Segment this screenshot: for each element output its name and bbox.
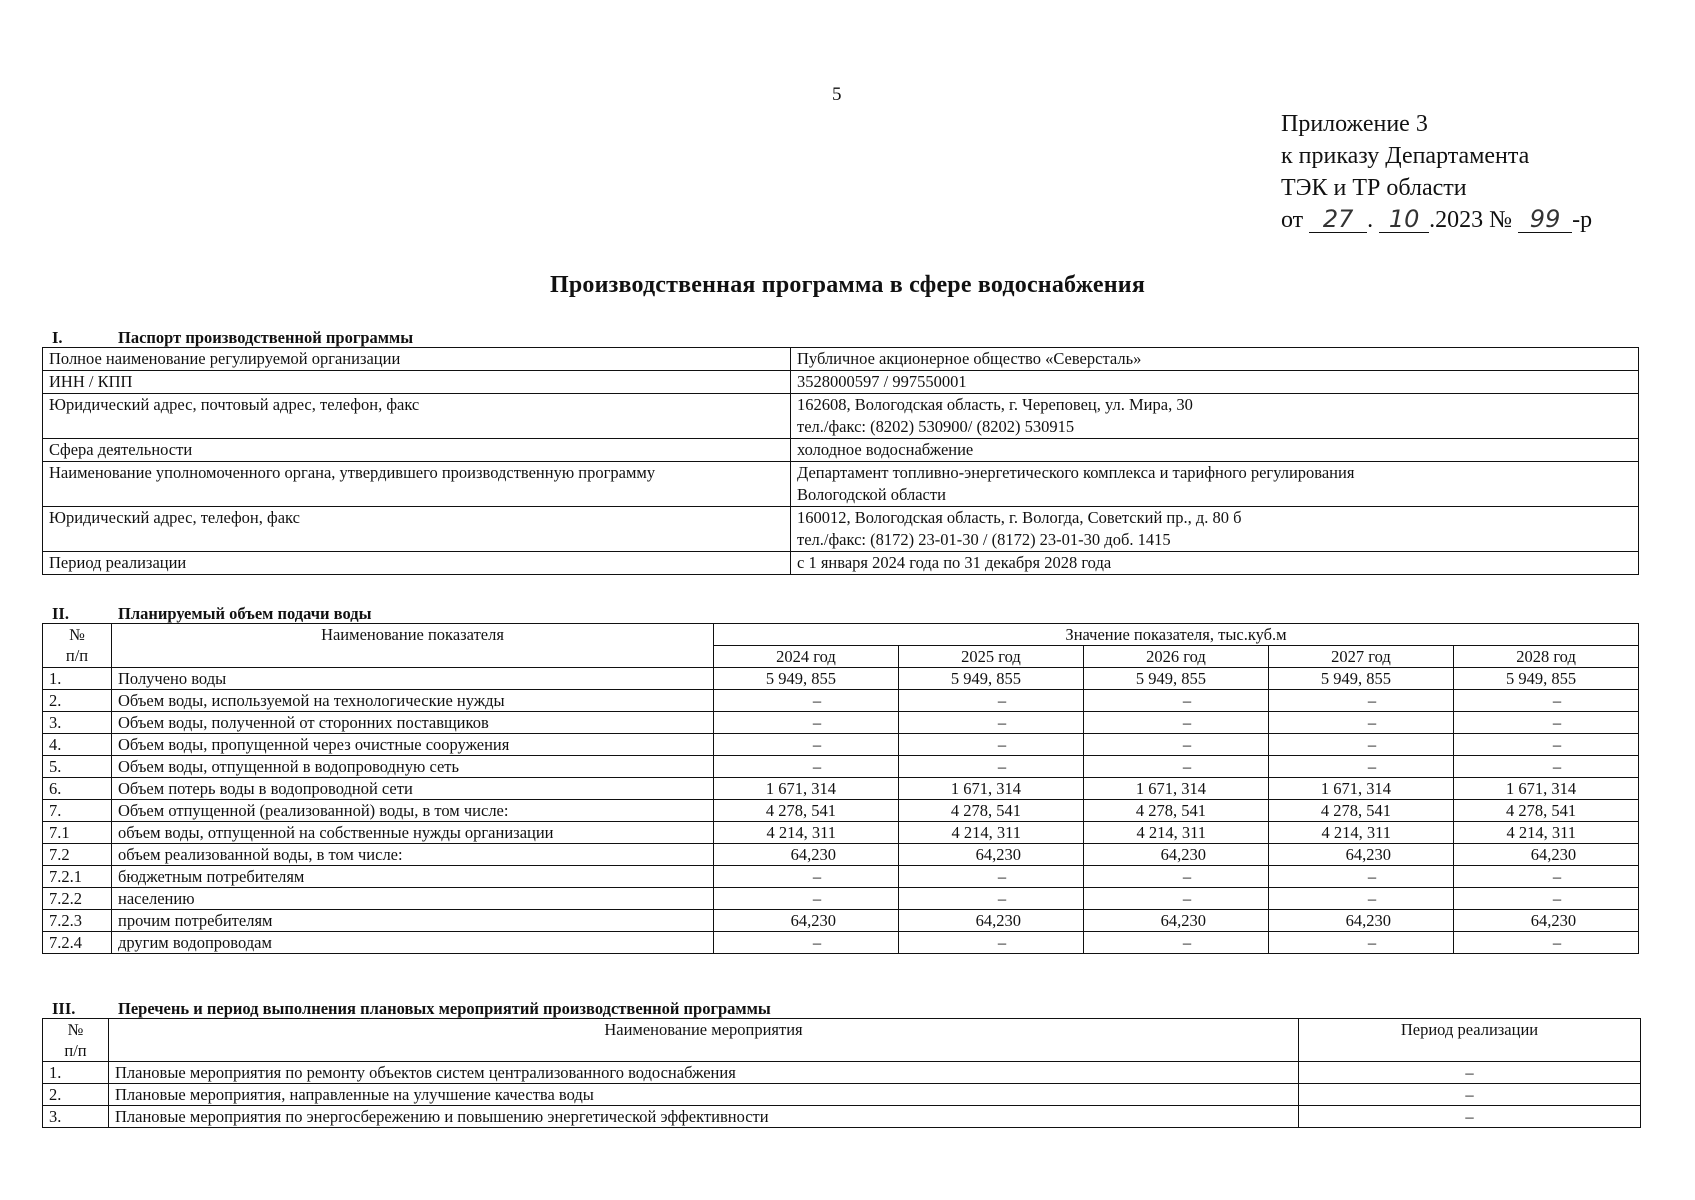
passport-value-line1: 160012, Вологодская область, г. Вологда, Советский пр., д. 80 б bbox=[797, 508, 1242, 527]
passport-value bbox=[791, 552, 1639, 575]
indicator-value: – bbox=[1269, 866, 1454, 888]
table-row bbox=[43, 734, 1639, 756]
row-number: 1. bbox=[43, 1062, 109, 1084]
row-number: 3. bbox=[43, 712, 112, 734]
appendix-line2: к приказу Департамента bbox=[1281, 143, 1530, 169]
indicator-value: – bbox=[714, 932, 899, 954]
table-row bbox=[43, 866, 1639, 888]
indicator-value: 5 949, 855 bbox=[1084, 668, 1269, 690]
indicator-value: 64,230 bbox=[899, 910, 1084, 932]
col-header-year: 2026 год bbox=[1084, 646, 1269, 668]
number-suffix: -р bbox=[1572, 207, 1593, 233]
indicator-value: 5 949, 855 bbox=[1454, 668, 1639, 690]
indicator-name: Объем воды, используемой на технологические нужды bbox=[112, 690, 714, 712]
indicator-value: – bbox=[714, 712, 899, 734]
passport-label: Юридический адрес, телефон, факс bbox=[43, 507, 791, 552]
indicator-name: объем воды, отпущенной на собственные нужды организации bbox=[112, 822, 714, 844]
section3-heading bbox=[52, 1001, 771, 1017]
indicator-value: 1 671, 314 bbox=[899, 778, 1084, 800]
indicator-value: 1 671, 314 bbox=[1269, 778, 1454, 800]
table-row bbox=[43, 888, 1639, 910]
section2-number: II. bbox=[52, 604, 69, 623]
indicator-name: Получено воды bbox=[112, 668, 714, 690]
table-row bbox=[43, 552, 1639, 575]
indicator-value: 64,230 bbox=[714, 910, 899, 932]
date-prefix: от bbox=[1281, 207, 1304, 233]
row-number: 5. bbox=[43, 756, 112, 778]
date-dot: . bbox=[1367, 207, 1374, 233]
indicator-value: – bbox=[1454, 734, 1639, 756]
table-header-row bbox=[43, 1019, 1641, 1062]
passport-value-line2: тел./факс: (8172) 23-01-30 / (8172) 23-01-30 доб. 1415 bbox=[797, 530, 1171, 549]
passport-value-line1: 3528000597 / 997550001 bbox=[797, 372, 967, 391]
row-number: 3. bbox=[43, 1106, 109, 1128]
measure-name: Плановые мероприятия по ремонту объектов систем централизованного водоснабжения bbox=[109, 1062, 1299, 1084]
section1-number: I. bbox=[52, 328, 63, 347]
indicator-value: – bbox=[899, 734, 1084, 756]
table-row bbox=[43, 394, 1639, 439]
row-number: 7.2.1 bbox=[43, 866, 112, 888]
row-number: 6. bbox=[43, 778, 112, 800]
col-header-year: 2025 год bbox=[899, 646, 1084, 668]
indicator-value: – bbox=[899, 712, 1084, 734]
indicator-value: 64,230 bbox=[1269, 844, 1454, 866]
table-row bbox=[43, 507, 1639, 552]
indicator-value: – bbox=[899, 756, 1084, 778]
indicator-value: – bbox=[1084, 932, 1269, 954]
section1-heading bbox=[52, 330, 413, 346]
indicator-value: 4 278, 541 bbox=[1269, 800, 1454, 822]
indicator-value: – bbox=[1269, 756, 1454, 778]
indicator-value: 64,230 bbox=[1084, 910, 1269, 932]
measure-name: Плановые мероприятия, направленные на улучшение качества воды bbox=[109, 1084, 1299, 1106]
passport-table bbox=[42, 347, 1639, 575]
measures-table bbox=[42, 1018, 1641, 1128]
indicator-value: – bbox=[1454, 866, 1639, 888]
indicator-value: 1 671, 314 bbox=[1454, 778, 1639, 800]
passport-value bbox=[791, 439, 1639, 462]
indicator-value: 64,230 bbox=[1454, 844, 1639, 866]
row-number: 7.1 bbox=[43, 822, 112, 844]
section2-title: Планируемый объем подачи воды bbox=[118, 604, 372, 623]
passport-value-line1: 162608, Вологодская область, г. Череповец, ул. Мира, 30 bbox=[797, 395, 1193, 414]
row-number: 7.2.3 bbox=[43, 910, 112, 932]
indicator-value: – bbox=[1084, 866, 1269, 888]
table-row bbox=[43, 822, 1639, 844]
section2-heading bbox=[52, 606, 372, 622]
table-row bbox=[43, 800, 1639, 822]
appendix-header bbox=[1281, 108, 1592, 236]
water-supply-table-body bbox=[43, 668, 1639, 954]
measures-table-body bbox=[43, 1062, 1641, 1128]
indicator-value: 1 671, 314 bbox=[714, 778, 899, 800]
row-number: 1. bbox=[43, 668, 112, 690]
indicator-value: 5 949, 855 bbox=[714, 668, 899, 690]
row-number: 7.2.4 bbox=[43, 932, 112, 954]
indicator-value: 4 214, 311 bbox=[1454, 822, 1639, 844]
indicator-value: – bbox=[1084, 712, 1269, 734]
col-header-value-group: Значение показателя, тыс.куб.м bbox=[714, 624, 1639, 646]
year-suffix: .2023 № bbox=[1429, 207, 1513, 233]
water-supply-table bbox=[42, 623, 1639, 954]
indicator-value: 64,230 bbox=[1454, 910, 1639, 932]
indicator-value: – bbox=[1454, 888, 1639, 910]
col-header-year: 2027 год bbox=[1269, 646, 1454, 668]
indicator-value: – bbox=[1269, 690, 1454, 712]
indicator-value: – bbox=[1269, 734, 1454, 756]
indicator-value: – bbox=[1084, 756, 1269, 778]
passport-value-line2: тел./факс: (8202) 530900/ (8202) 530915 bbox=[797, 417, 1075, 436]
indicator-value: 64,230 bbox=[714, 844, 899, 866]
passport-value bbox=[791, 507, 1639, 552]
indicator-name: Объем воды, полученной от сторонних поставщиков bbox=[112, 712, 714, 734]
indicator-value: 1 671, 314 bbox=[1084, 778, 1269, 800]
passport-value-line1: Публичное акционерное общество «Северсталь» bbox=[797, 349, 1142, 368]
indicator-value: – bbox=[714, 756, 899, 778]
appendix-date-line bbox=[1281, 204, 1592, 236]
indicator-name: Объем отпущенной (реализованной) воды, в том числе: bbox=[112, 800, 714, 822]
indicator-value: – bbox=[1084, 690, 1269, 712]
table-row bbox=[43, 778, 1639, 800]
document-title: Производственная программа в сфере водоснабжения bbox=[549, 272, 1146, 298]
passport-value-line1: с 1 января 2024 года по 31 декабря 2028 года bbox=[797, 553, 1112, 572]
passport-value bbox=[791, 371, 1639, 394]
table-row bbox=[43, 1106, 1641, 1128]
indicator-value: 64,230 bbox=[899, 844, 1084, 866]
col-header-num: № п/п bbox=[43, 624, 112, 668]
table-row bbox=[43, 690, 1639, 712]
col-header-year: 2024 год bbox=[714, 646, 899, 668]
indicator-value: – bbox=[1269, 932, 1454, 954]
indicator-value: – bbox=[899, 866, 1084, 888]
passport-label: Полное наименование регулируемой организации bbox=[43, 348, 791, 371]
row-number: 7. bbox=[43, 800, 112, 822]
passport-value bbox=[791, 462, 1639, 507]
indicator-value: – bbox=[1269, 888, 1454, 910]
appendix-line3: ТЭК и ТР области bbox=[1281, 175, 1467, 201]
measure-period: – bbox=[1299, 1084, 1641, 1106]
section1-title: Паспорт производственной программы bbox=[118, 328, 414, 347]
indicator-name: прочим потребителям bbox=[112, 910, 714, 932]
indicator-value: 4 278, 541 bbox=[1454, 800, 1639, 822]
indicator-value: – bbox=[714, 690, 899, 712]
indicator-value: – bbox=[714, 734, 899, 756]
section3-number: III. bbox=[52, 999, 76, 1018]
indicator-value: – bbox=[714, 888, 899, 910]
table-row bbox=[43, 668, 1639, 690]
indicator-name: объем реализованной воды, в том числе: bbox=[112, 844, 714, 866]
section3-title: Перечень и период выполнения плановых мероприятий производственной программы bbox=[118, 999, 771, 1018]
table-row bbox=[43, 756, 1639, 778]
table-row bbox=[43, 910, 1639, 932]
indicator-value: – bbox=[1084, 888, 1269, 910]
col-header-num: № п/п bbox=[43, 1019, 109, 1062]
indicator-value: – bbox=[714, 866, 899, 888]
indicator-value: 4 278, 541 bbox=[1084, 800, 1269, 822]
indicator-value: 64,230 bbox=[1269, 910, 1454, 932]
indicator-value: – bbox=[899, 932, 1084, 954]
passport-label: Сфера деятельности bbox=[43, 439, 791, 462]
indicator-name: населению bbox=[112, 888, 714, 910]
indicator-name: бюджетным потребителям bbox=[112, 866, 714, 888]
passport-value bbox=[791, 394, 1639, 439]
col-header-name: Наименование показателя bbox=[112, 624, 714, 668]
indicator-name: Объем воды, отпущенной в водопроводную сеть bbox=[112, 756, 714, 778]
row-number: 2. bbox=[43, 1084, 109, 1106]
page-number: 5 bbox=[832, 84, 842, 105]
passport-table-body bbox=[43, 348, 1639, 575]
row-number: 4. bbox=[43, 734, 112, 756]
col-header-year: 2028 год bbox=[1454, 646, 1639, 668]
table-row bbox=[43, 932, 1639, 954]
table-header-row bbox=[43, 624, 1639, 646]
indicator-value: – bbox=[1454, 712, 1639, 734]
indicator-value: 4 214, 311 bbox=[714, 822, 899, 844]
passport-value-line1: холодное водоснабжение bbox=[797, 440, 974, 459]
table-row bbox=[43, 348, 1639, 371]
passport-label: ИНН / КПП bbox=[43, 371, 791, 394]
table-row bbox=[43, 439, 1639, 462]
passport-label: Период реализации bbox=[43, 552, 791, 575]
measure-period: – bbox=[1299, 1106, 1641, 1128]
indicator-value: – bbox=[1454, 756, 1639, 778]
handwritten-day: 27 bbox=[1309, 206, 1367, 233]
indicator-value: – bbox=[1454, 690, 1639, 712]
indicator-value: – bbox=[899, 888, 1084, 910]
appendix-line1: Приложение 3 bbox=[1281, 111, 1428, 137]
indicator-value: – bbox=[1269, 712, 1454, 734]
indicator-name: Объем воды, пропущенной через очистные сооружения bbox=[112, 734, 714, 756]
indicator-value: – bbox=[1454, 932, 1639, 954]
indicator-value: – bbox=[1084, 734, 1269, 756]
passport-value bbox=[791, 348, 1639, 371]
indicator-value: 4 214, 311 bbox=[1269, 822, 1454, 844]
indicator-value: 5 949, 855 bbox=[899, 668, 1084, 690]
col-header-measure: Наименование мероприятия bbox=[109, 1019, 1299, 1062]
table-row bbox=[43, 712, 1639, 734]
indicator-value: 64,230 bbox=[1084, 844, 1269, 866]
measure-period: – bbox=[1299, 1062, 1641, 1084]
table-row bbox=[43, 844, 1639, 866]
table-row bbox=[43, 1062, 1641, 1084]
passport-value-line1: Департамент топливно-энергетического комплекса и тарифного регулирования bbox=[797, 463, 1355, 482]
table-row bbox=[43, 1084, 1641, 1106]
indicator-value: 4 214, 311 bbox=[899, 822, 1084, 844]
row-number: 7.2 bbox=[43, 844, 112, 866]
indicator-name: другим водопроводам bbox=[112, 932, 714, 954]
indicator-value: 4 278, 541 bbox=[899, 800, 1084, 822]
col-header-period: Период реализации bbox=[1299, 1019, 1641, 1062]
row-number: 7.2.2 bbox=[43, 888, 112, 910]
table-row bbox=[43, 462, 1639, 507]
handwritten-month: 10 bbox=[1379, 206, 1429, 233]
passport-value-line2: Вологодской области bbox=[797, 485, 946, 504]
indicator-value: – bbox=[899, 690, 1084, 712]
indicator-value: 5 949, 855 bbox=[1269, 668, 1454, 690]
row-number: 2. bbox=[43, 690, 112, 712]
table-row bbox=[43, 371, 1639, 394]
handwritten-number: 99 bbox=[1518, 206, 1572, 233]
indicator-value: 4 278, 541 bbox=[714, 800, 899, 822]
indicator-name: Объем потерь воды в водопроводной сети bbox=[112, 778, 714, 800]
passport-label: Наименование уполномоченного органа, утвердившего производственную программу bbox=[43, 462, 791, 507]
indicator-value: 4 214, 311 bbox=[1084, 822, 1269, 844]
measure-name: Плановые мероприятия по энергосбережению и повышению энергетической эффективности bbox=[109, 1106, 1299, 1128]
passport-label: Юридический адрес, почтовый адрес, телефон, факс bbox=[43, 394, 791, 439]
